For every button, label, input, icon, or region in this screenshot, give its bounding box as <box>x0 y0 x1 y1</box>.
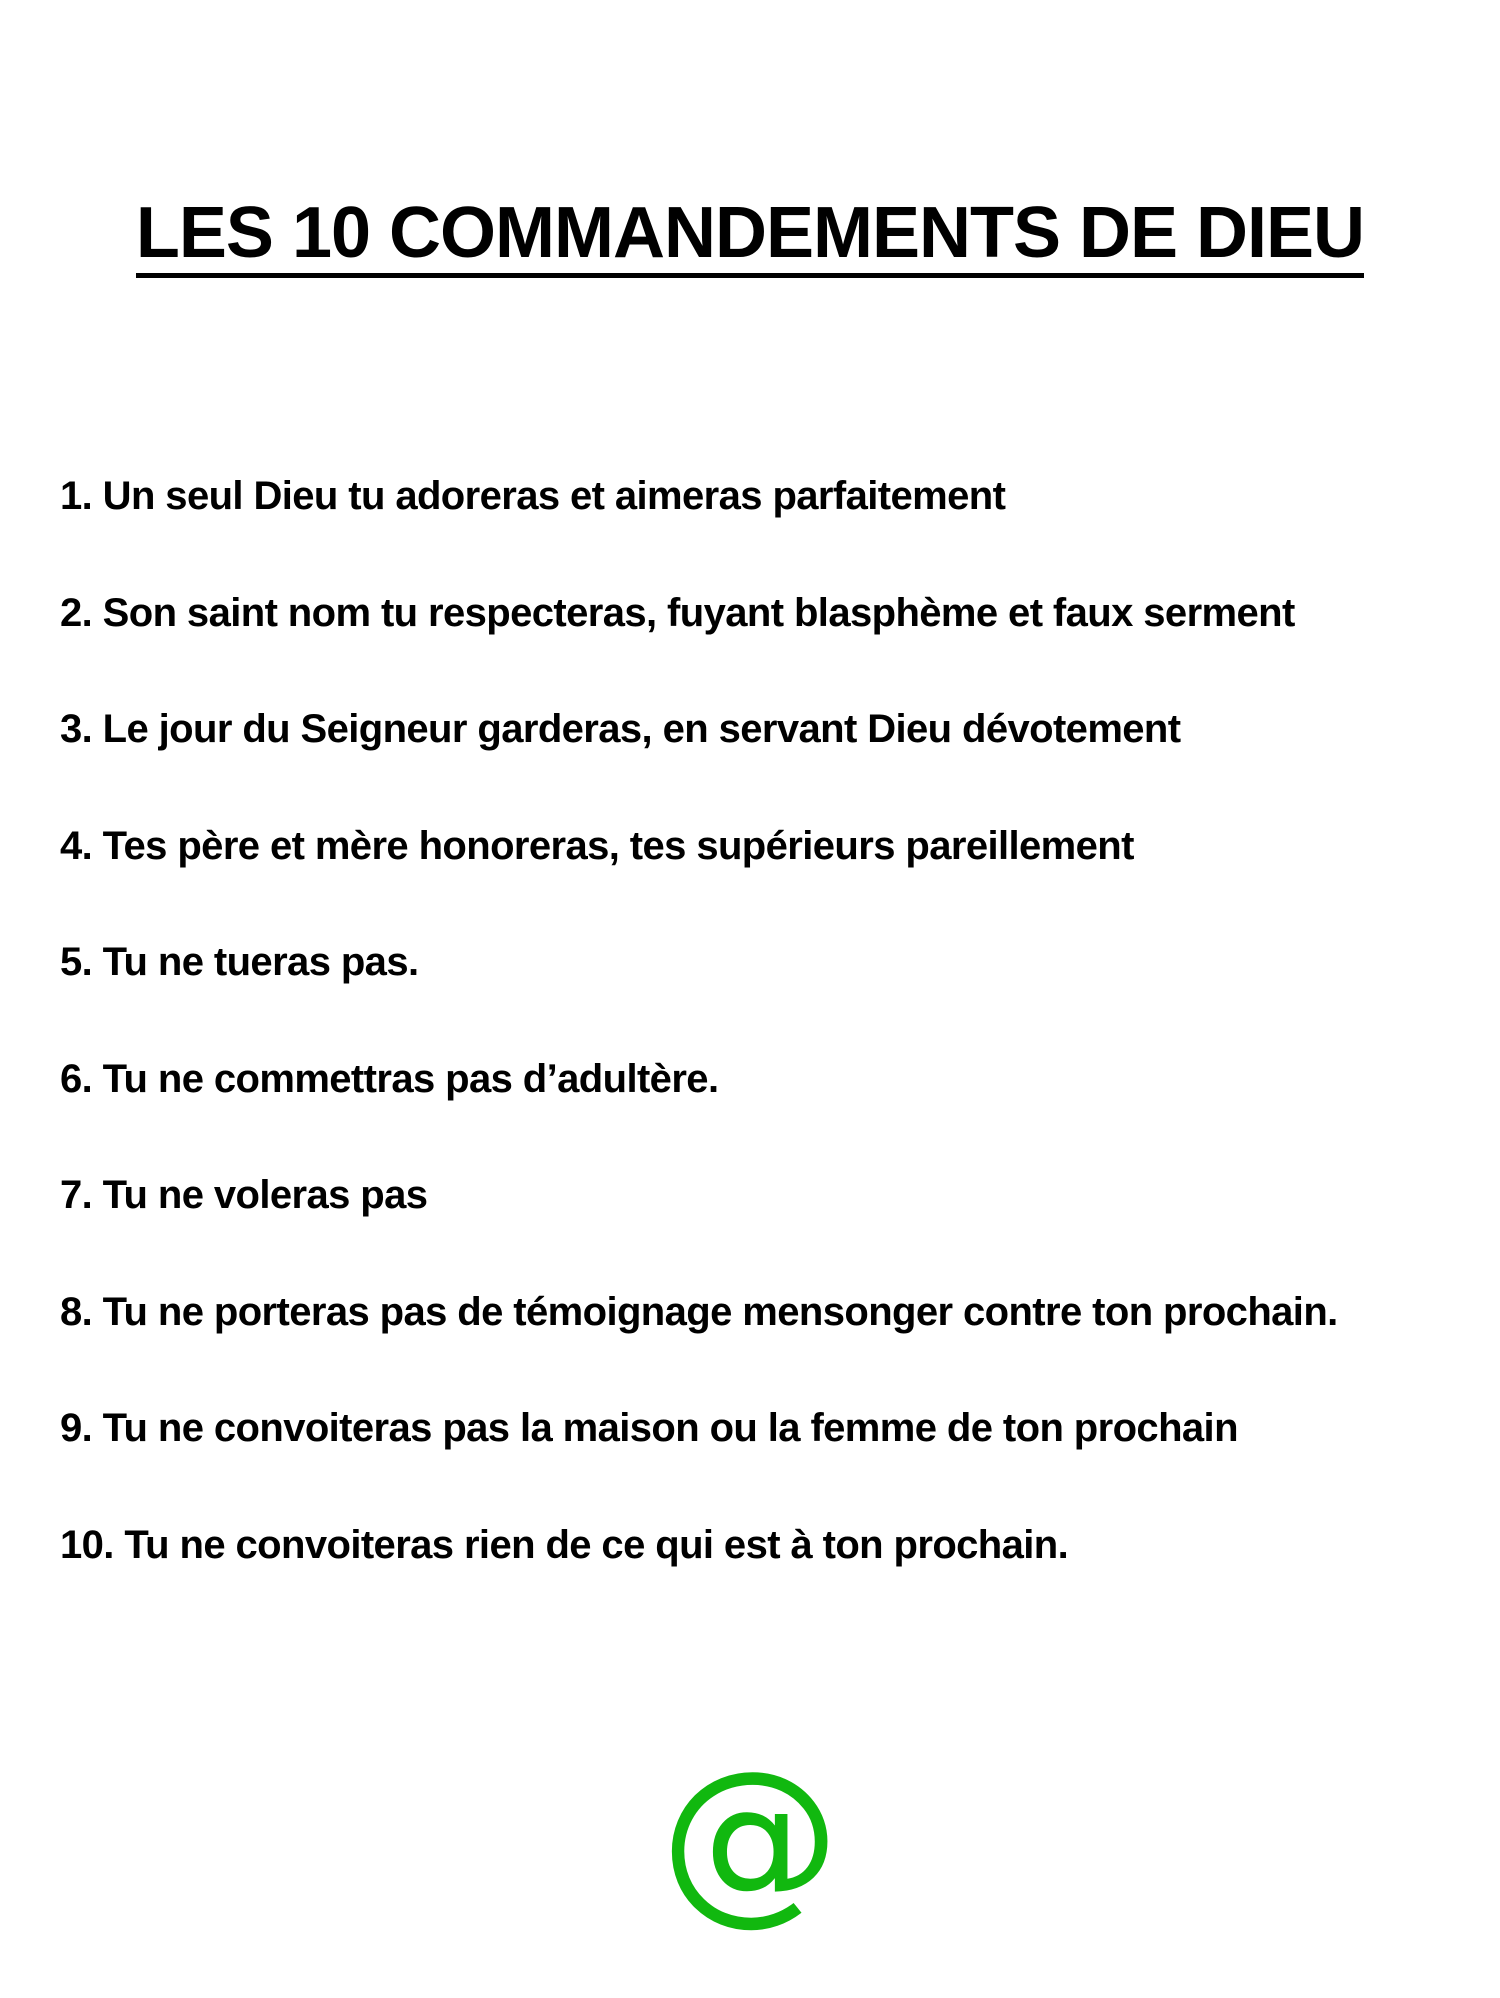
commandment-item: 3. Le jour du Seigneur garderas, en servant Dieu dévotement <box>60 707 1181 751</box>
commandment-item: 4. Tes père et mère honoreras, tes supérieurs pareillement <box>60 823 1134 868</box>
commandment-item: 8. Tu ne porteras pas de témoignage mensonger contre ton prochain. <box>60 1289 1338 1334</box>
commandments-list <box>60 466 1480 1631</box>
commandment-item: 5. Tu ne tueras pas. <box>60 940 419 984</box>
commandment-item: 2. Son saint nom tu respecteras, fuyant blasphème et faux serment <box>60 590 1295 635</box>
page-title-text: LES 10 COMMANDEMENTS DE DIEU <box>136 195 1364 278</box>
page-title <box>0 188 1500 278</box>
at-sign-symbol: @ <box>660 1733 840 1942</box>
commandment-item: 9. Tu ne convoiteras pas la maison ou la femme de ton prochain <box>60 1406 1238 1450</box>
commandment-item: 1. Un seul Dieu tu adoreras et aimeras parfaitement <box>60 474 1006 518</box>
commandment-item: 10. Tu ne convoiteras rien de ce qui est à ton prochain. <box>60 1522 1069 1567</box>
commandment-item: 6. Tu ne commettras pas d’adultère. <box>60 1056 719 1101</box>
commandment-item: 7. Tu ne voleras pas <box>60 1173 428 1217</box>
